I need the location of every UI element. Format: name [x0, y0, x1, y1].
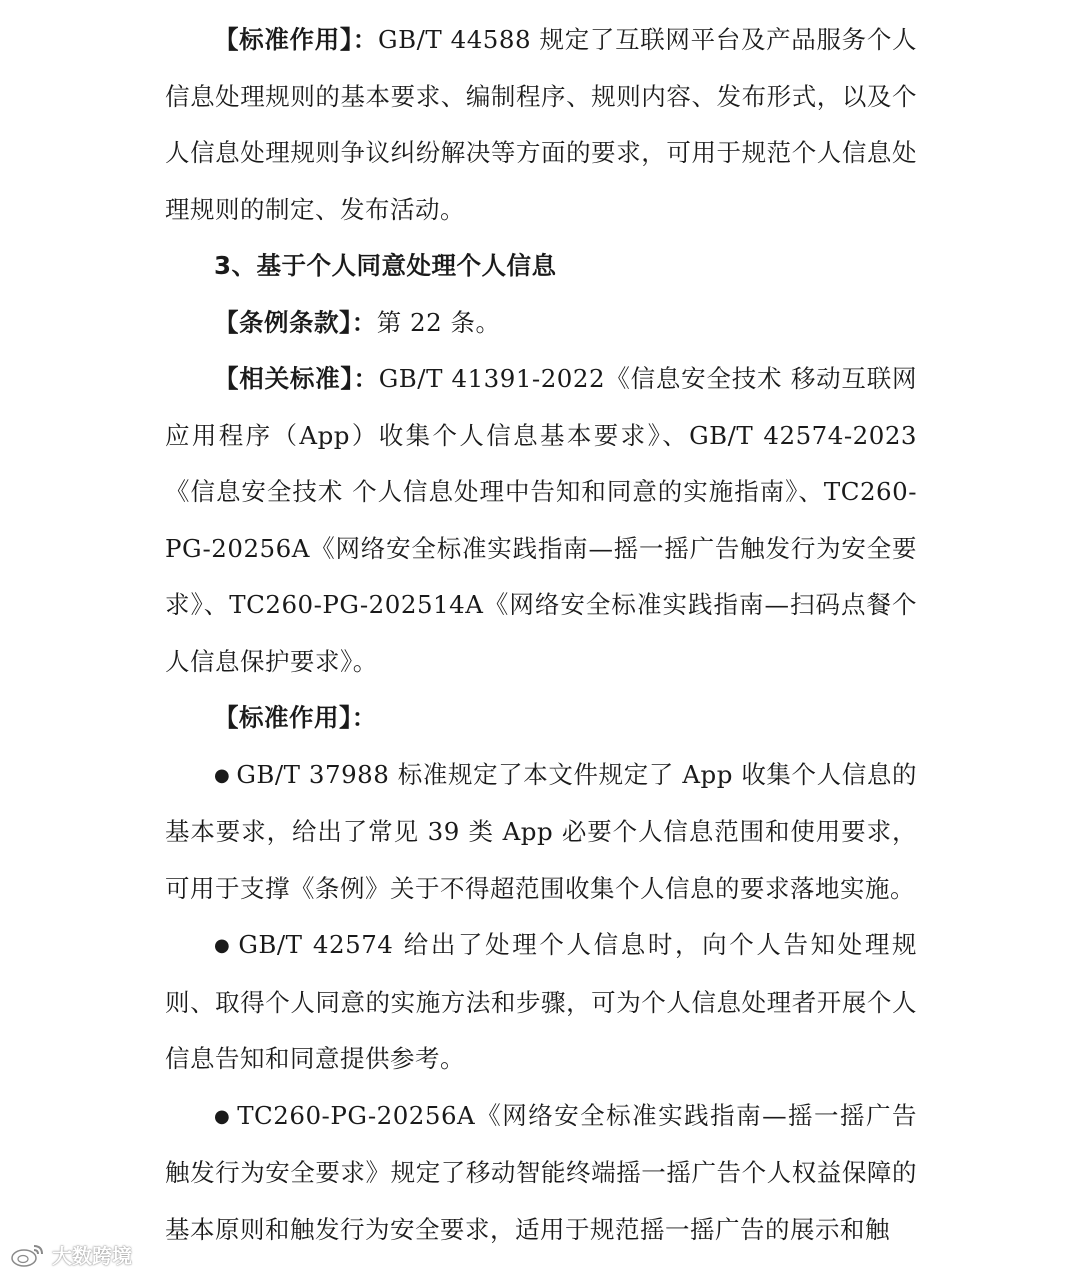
paragraph-standard-role-1	[165, 12, 917, 238]
bullet-item	[165, 747, 917, 918]
document-page	[165, 12, 917, 1258]
section-heading: 3、基于个人同意处理个人信息	[214, 251, 557, 280]
watermark-text: 大数跨境	[52, 1244, 132, 1268]
watermark	[10, 1240, 132, 1269]
paragraph-clause	[165, 295, 917, 352]
bullet-item	[165, 1088, 917, 1259]
label-related-standards: 【相关标准】：	[214, 364, 379, 393]
bullet-dot-icon: ●	[214, 764, 231, 786]
related-standards-text: GB/T 41391-2022《信息安全技术 移动互联网应用程序（App）收集个人信息基本要求》、GB/T 42574-2023《信息安全技术 个人信息处理中告知和同意的实施指南》、TC260-PG-20256A《网络安全标准实践指南—摇一摇广告触发行为安全要求》、TC260-PG-202514A《网络安全标准实践指南—扫码点餐个人信息保护要求》。	[165, 364, 917, 676]
paragraph-text: GB/T 44588 规定了互联网平台及产品服务个人信息处理规则的基本要求、编制程序、规则内容、发布形式，以及个人信息处理规则争议纠纷解决等方面的要求，可用于规范个人信息处理规则的制定、发布活动。	[165, 25, 918, 224]
bullet-text: GB/T 42574 给出了处理个人信息时，向个人告知处理规则、取得个人同意的实施方法和步骤，可为个人信息处理者开展个人信息告知和同意提供参考。	[165, 930, 917, 1073]
bullet-dot-icon: ●	[214, 935, 233, 956]
bullet-text: GB/T 37988 标准规定了本文件规定了 App 收集个人信息的基本要求，给出了常见 39 类 App 必要个人信息范围和使用要求，可用于支撑《条例》关于不得超范围收集个人信息的要求落地实施。	[165, 759, 917, 903]
bullet-item	[165, 917, 917, 1088]
weibo-logo-icon	[10, 1242, 46, 1268]
clause-text: 第 22 条。	[376, 307, 501, 337]
bullet-text: TC260-PG-20256A《网络安全标准实践指南—摇一摇广告触发行为安全要求》规定了移动智能终端摇一摇广告个人权益保障的基本原则和触发行为安全要求，适用于规范摇一摇广告的展示和触	[165, 1100, 917, 1244]
label-standard-role-2: 【标准作用】：	[214, 703, 377, 732]
bullet-dot-icon: ●	[214, 1105, 232, 1127]
paragraph-standard-role-2	[165, 690, 917, 747]
label-standard-role: 【标准作用】：	[214, 25, 378, 54]
paragraph-related-standards	[165, 351, 917, 690]
label-clause: 【条例条款】：	[214, 307, 377, 337]
